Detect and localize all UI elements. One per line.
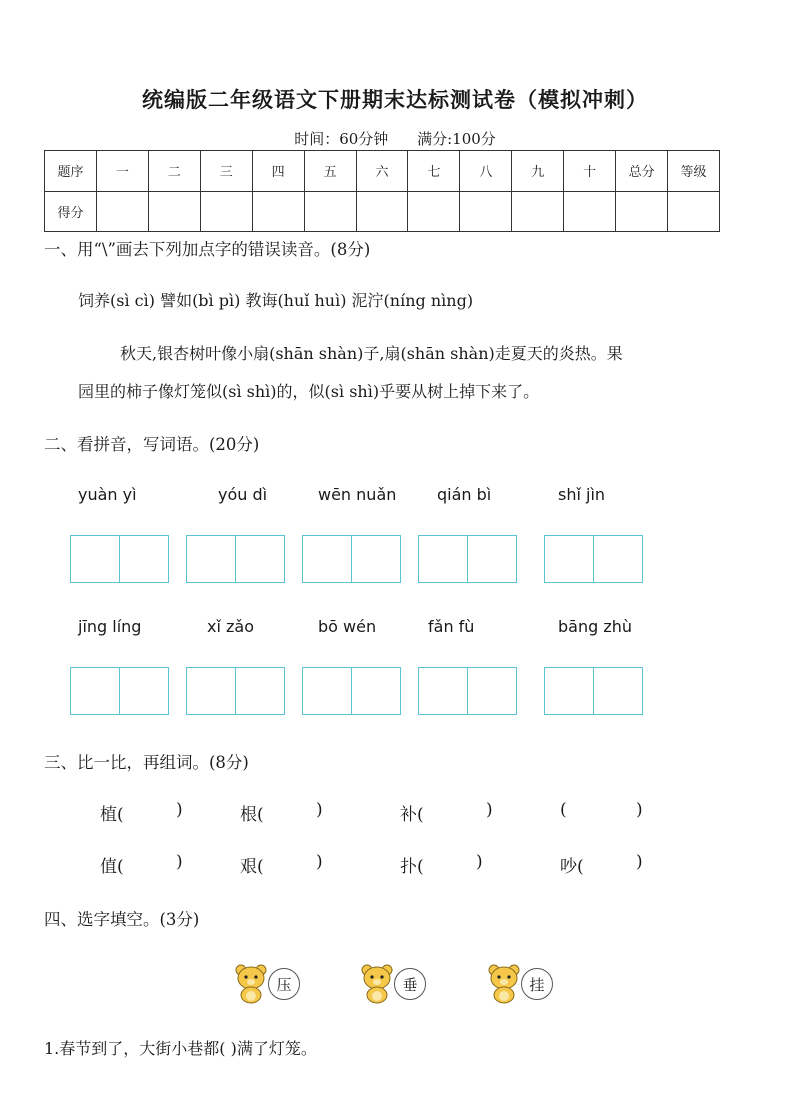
score-input-cell[interactable] <box>200 191 252 232</box>
score-input-cell[interactable] <box>252 191 304 232</box>
tianzige-box[interactable] <box>544 535 643 583</box>
tianzige-cell[interactable] <box>593 536 642 582</box>
score-input-cell[interactable] <box>616 191 668 232</box>
choice-char-2: 垂 <box>394 968 426 1000</box>
tianzige-cell[interactable] <box>235 668 284 714</box>
section-2-heading: 二、看拼音，写词语。(20分) <box>44 435 260 454</box>
compare-paren-close: ) <box>176 852 183 872</box>
section-1-paragraph-line-2: 园里的柿子像灯笼似(sì shì)的，似(sì shì)乎要从树上掉下来了。 <box>78 382 540 401</box>
score-header-cell: 题序 <box>45 151 97 192</box>
tianzige-cell[interactable] <box>119 536 168 582</box>
full-score: 满分:100分 <box>417 130 496 148</box>
question-4-1: 1.春节到了，大街小巷都( )满了灯笼。 <box>44 1039 317 1058</box>
pinyin-label: yuàn yì <box>78 485 137 504</box>
tianzige-box[interactable] <box>544 667 643 715</box>
section-4-heading: 四、选字填空。(3分) <box>44 910 200 929</box>
tianzige-cell[interactable] <box>235 536 284 582</box>
compare-char-open: 补( <box>400 805 424 825</box>
compare-char-open: 根( <box>240 805 264 825</box>
tianzige-cell[interactable] <box>187 536 235 582</box>
tianzige-cell[interactable] <box>303 536 351 582</box>
tianzige-box[interactable] <box>186 667 285 715</box>
compare-paren-close: ) <box>636 852 643 872</box>
pinyin-label: yóu dì <box>218 485 268 504</box>
score-header-cell: 等级 <box>668 151 720 192</box>
bear-icon <box>485 962 525 1004</box>
bear-icon <box>232 962 272 1004</box>
tianzige-box[interactable] <box>302 535 401 583</box>
score-input-cell[interactable] <box>96 191 148 232</box>
score-header-cell: 八 <box>460 151 512 192</box>
score-input-cell[interactable] <box>356 191 408 232</box>
pinyin-label: shǐ jìn <box>558 485 606 504</box>
pinyin-label: bāng zhù <box>558 617 633 636</box>
score-input-cell[interactable] <box>512 191 564 232</box>
tianzige-cell[interactable] <box>351 536 400 582</box>
tianzige-cell[interactable] <box>467 668 516 714</box>
tianzige-box[interactable] <box>302 667 401 715</box>
tianzige-cell[interactable] <box>467 536 516 582</box>
section-1-word-list: 饲养(sì cì) 譬如(bì pì) 教诲(huǐ huì) 泥泞(níng nìng) <box>78 291 474 310</box>
score-table-header-row <box>45 151 720 192</box>
pinyin-label: wēn nuǎn <box>318 485 397 504</box>
score-header-cell: 七 <box>408 151 460 192</box>
exam-info <box>0 128 790 149</box>
choice-char-1: 压 <box>268 968 300 1000</box>
tianzige-cell[interactable] <box>119 668 168 714</box>
score-table <box>44 150 720 232</box>
score-row-label: 得分 <box>45 191 97 232</box>
score-input-cell[interactable] <box>460 191 512 232</box>
score-input-cell[interactable] <box>148 191 200 232</box>
compare-paren-close: ) <box>316 852 323 872</box>
pinyin-label: bō wén <box>318 617 377 636</box>
score-input-cell[interactable] <box>668 191 720 232</box>
time-limit: 时间：60分钟 <box>294 130 389 148</box>
score-header-cell: 五 <box>304 151 356 192</box>
score-header-cell: 三 <box>200 151 252 192</box>
pinyin-label: qián bì <box>437 485 492 504</box>
tianzige-cell[interactable] <box>187 668 235 714</box>
tianzige-cell[interactable] <box>545 536 593 582</box>
score-header-cell: 总分 <box>616 151 668 192</box>
section-3-heading: 三、比一比，再组词。(8分) <box>44 753 249 772</box>
compare-char-open: 吵( <box>560 857 584 877</box>
tianzige-box[interactable] <box>70 535 169 583</box>
bear-icon <box>358 962 398 1004</box>
score-input-cell[interactable] <box>304 191 356 232</box>
compare-char-open: 值( <box>100 857 124 877</box>
compare-char-open: 植( <box>100 805 124 825</box>
score-input-cell[interactable] <box>408 191 460 232</box>
choice-char-3: 挂 <box>521 968 553 1000</box>
compare-char-open: ( <box>560 800 567 820</box>
tianzige-cell[interactable] <box>351 668 400 714</box>
tianzige-cell[interactable] <box>545 668 593 714</box>
compare-char-open: 扑( <box>400 857 424 877</box>
score-header-cell: 二 <box>148 151 200 192</box>
score-header-cell: 十 <box>564 151 616 192</box>
compare-paren-close: ) <box>316 800 323 820</box>
tianzige-cell[interactable] <box>419 536 467 582</box>
tianzige-box[interactable] <box>70 667 169 715</box>
tianzige-cell[interactable] <box>71 668 119 714</box>
score-header-cell: 一 <box>96 151 148 192</box>
tianzige-cell[interactable] <box>419 668 467 714</box>
page-title: 统编版二年级语文下册期末达标测试卷（模拟冲刺） <box>142 88 648 112</box>
compare-paren-close: ) <box>486 800 493 820</box>
compare-paren-close: ) <box>476 852 483 872</box>
compare-char-open: 艰( <box>240 857 264 877</box>
score-header-cell: 九 <box>512 151 564 192</box>
tianzige-box[interactable] <box>186 535 285 583</box>
score-table-score-row <box>45 191 720 232</box>
compare-paren-close: ) <box>636 800 643 820</box>
tianzige-cell[interactable] <box>303 668 351 714</box>
section-1-heading: 一、用“\”画去下列加点字的错误读音。(8分) <box>44 240 371 259</box>
score-header-cell: 六 <box>356 151 408 192</box>
tianzige-box[interactable] <box>418 667 517 715</box>
tianzige-cell[interactable] <box>71 536 119 582</box>
pinyin-label: fǎn fù <box>428 617 475 636</box>
section-1-paragraph-line-1: 秋天,银杏树叶像小扇(shān shàn)子,扇(shān shàn)走夏天的炎热。果 <box>120 344 623 363</box>
tianzige-cell[interactable] <box>593 668 642 714</box>
pinyin-label: xǐ zǎo <box>207 617 254 636</box>
pinyin-label: jīng líng <box>78 617 142 636</box>
tianzige-box[interactable] <box>418 535 517 583</box>
score-header-cell: 四 <box>252 151 304 192</box>
compare-paren-close: ) <box>176 800 183 820</box>
score-input-cell[interactable] <box>564 191 616 232</box>
